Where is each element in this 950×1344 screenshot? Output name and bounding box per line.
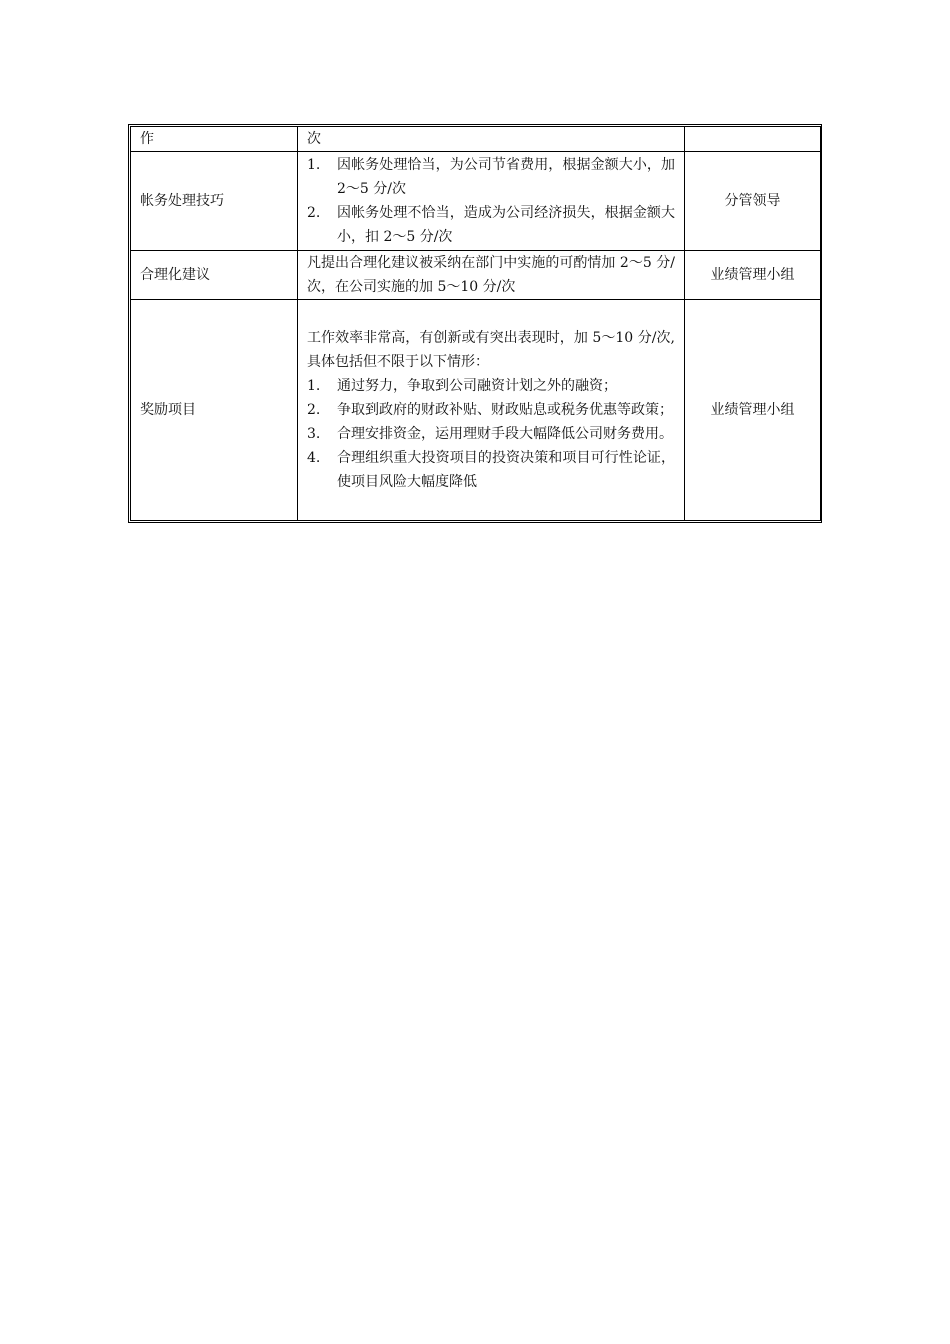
rule-cell xyxy=(298,152,685,251)
approver-cell: 业绩管理小组 xyxy=(685,300,821,521)
rule-number: 3. xyxy=(307,426,321,442)
item-name-cell: 合理化建议 xyxy=(131,251,298,300)
rule-cell xyxy=(298,251,685,300)
header-cell-2: 次 xyxy=(298,127,685,152)
rule-text: 合理安排资金，运用理财手段大幅降低公司财务费用。 xyxy=(337,426,673,442)
header-cell-3 xyxy=(685,127,821,152)
rule-text: 因帐务处理不恰当，造成为公司经济损失，根据金额大小，扣 2～5 分/次 xyxy=(337,205,675,245)
item-name-cell: 帐务处理技巧 xyxy=(131,152,298,251)
scoring-table-grid xyxy=(130,126,821,521)
rule-text: 因帐务处理恰当，为公司节省费用，根据金额大小，加 2～5 分/次 xyxy=(337,157,675,197)
rule-number: 1. xyxy=(307,157,321,173)
approver-cell: 业绩管理小组 xyxy=(685,251,821,300)
list-item xyxy=(307,422,675,446)
rule-text: 通过努力，争取到公司融资计划之外的融资； xyxy=(337,378,617,394)
rule-cell xyxy=(298,300,685,521)
list-item xyxy=(307,398,675,422)
list-item xyxy=(307,201,675,249)
scoring-table xyxy=(128,124,822,523)
rule-number: 2. xyxy=(307,402,321,418)
table-row xyxy=(131,152,821,251)
list-item xyxy=(307,446,675,494)
rule-list xyxy=(307,374,675,494)
rule-number: 4. xyxy=(307,450,321,466)
list-item xyxy=(307,374,675,398)
table-row xyxy=(131,251,821,300)
approver-cell: 分管领导 xyxy=(685,152,821,251)
rule-paragraph: 工作效率非常高，有创新或有突出表现时，加 5～10 分/次,具体包括但不限于以下情形： xyxy=(307,330,675,370)
rule-number: 2. xyxy=(307,205,321,221)
rule-list xyxy=(307,153,675,249)
header-cell-1: 作 xyxy=(131,127,298,152)
item-name-cell: 奖励项目 xyxy=(131,300,298,521)
rule-text: 争取到政府的财政补贴、财政贴息或税务优惠等政策； xyxy=(337,402,673,418)
rule-number: 1. xyxy=(307,378,321,394)
table-header-row xyxy=(131,127,821,152)
rule-text: 合理组织重大投资项目的投资决策和项目可行性论证，使项目风险大幅度降低 xyxy=(337,450,675,490)
list-item xyxy=(307,153,675,201)
rule-paragraph: 凡提出合理化建议被采纳在部门中实施的可酌情加 2～5 分/次，在公司实施的加 5～10 分/次 xyxy=(307,255,675,295)
table-row xyxy=(131,300,821,521)
